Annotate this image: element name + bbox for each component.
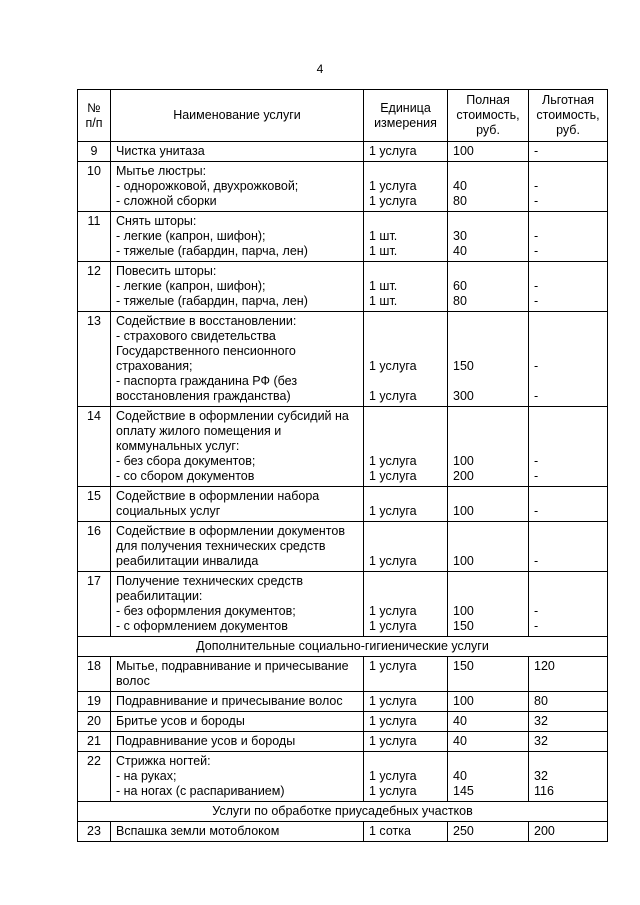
table-row [78,752,608,802]
discount-price-line: - [534,229,539,243]
service-name-line: - на ногах (с распариванием) [116,784,285,798]
service-name [111,162,364,212]
unit-line: 1 услуга [369,659,417,673]
service-name-line: Подравнивание и причесывание волос [116,694,343,708]
full-price-line [453,524,523,539]
table-row [78,822,608,842]
service-name-line: - со сбором документов [116,469,255,483]
service-name-line: Содействие в оформлении набора [116,489,320,503]
unit-line: 1 шт. [369,294,398,308]
discount-price-line [534,424,602,439]
discount-price-line [534,409,602,424]
section-heading: Услуги по обработке приусадебных участков [78,802,608,822]
service-name-line: - без сбора документов; [116,454,256,468]
discount-price-line: 120 [534,659,555,673]
discount-price [529,712,608,732]
row-number: 13 [78,312,111,407]
full-price-line: 80 [453,194,467,208]
table-row [78,657,608,692]
service-name-line: Содействие в оформлении документов [116,524,345,538]
unit [364,487,448,522]
full-price [448,657,529,692]
discount-price-line: - [534,359,539,373]
table-row [78,212,608,262]
unit [364,212,448,262]
discount-price [529,522,608,572]
header-full-price: Полная стоимость, руб. [448,90,529,142]
unit-line [369,589,442,604]
service-name-line: Получение технических средств [116,574,304,588]
discount-price [529,262,608,312]
discount-price-line: - [534,244,539,258]
full-price-line [453,439,523,454]
service-name-line: Содействие в оформлении субсидий на [116,409,349,423]
unit-line: 1 услуга [369,554,417,568]
discount-price-line: - [534,554,539,568]
unit [364,657,448,692]
services-price-table [77,89,608,842]
section-heading: Дополнительные социально-гигиенические услуги [78,637,608,657]
service-name-line: Снять шторы: [116,214,197,228]
full-price-line: 150 [453,659,474,673]
full-price [448,522,529,572]
discount-price-line: - [534,144,539,158]
table-body [78,142,608,842]
table-row [78,407,608,487]
discount-price-line [534,589,602,604]
full-price-line: 100 [453,694,474,708]
unit [364,162,448,212]
full-price-line: 100 [453,604,474,618]
unit-line: 1 шт. [369,279,398,293]
full-price [448,162,529,212]
full-price-line [453,424,523,439]
service-name-line: - тяжелые (габардин, парча, лен) [116,244,308,258]
discount-price [529,212,608,262]
service-name-line: восстановления гражданства) [116,389,291,403]
full-price [448,822,529,842]
table-row [78,487,608,522]
row-number: 11 [78,212,111,262]
unit [364,732,448,752]
discount-price-line [534,164,602,179]
discount-price [529,657,608,692]
discount-price-line [534,754,602,769]
unit-line: 1 услуга [369,784,417,798]
service-name [111,752,364,802]
table-row [78,692,608,712]
discount-price-line: 200 [534,824,555,838]
full-price [448,262,529,312]
table-row [78,572,608,637]
discount-price [529,407,608,487]
row-number: 9 [78,142,111,162]
row-number: 14 [78,407,111,487]
discount-price-line [534,539,602,554]
service-name [111,692,364,712]
service-name [111,732,364,752]
discount-price-line: 32 [534,714,548,728]
row-number: 18 [78,657,111,692]
full-price-line [453,489,523,504]
service-name-line: Содействие в восстановлении: [116,314,297,328]
full-price [448,692,529,712]
discount-price [529,142,608,162]
table-row [78,262,608,312]
unit-line [369,409,442,424]
service-name-line: - сложной сборки [116,194,217,208]
discount-price [529,692,608,712]
unit [364,142,448,162]
unit [364,572,448,637]
service-name-line: для получения технических средств [116,539,326,553]
unit [364,407,448,487]
full-price-line [453,329,523,344]
unit-line: 1 услуга [369,359,417,373]
unit-line: 1 услуга [369,769,417,783]
full-price-line: 40 [453,244,467,258]
table-row [78,142,608,162]
service-name-line: - легкие (капрон, шифон); [116,279,266,293]
discount-price-line [534,264,602,279]
full-price-line: 100 [453,144,474,158]
full-price-line: 145 [453,784,474,798]
full-price-line [453,754,523,769]
unit-line: 1 услуга [369,454,417,468]
service-name-line: Вспашка земли мотоблоком [116,824,280,838]
row-number: 21 [78,732,111,752]
unit-line [369,374,442,389]
discount-price [529,822,608,842]
discount-price-line: - [534,469,539,483]
row-number: 22 [78,752,111,802]
discount-price-line: - [534,504,539,518]
service-name [111,262,364,312]
service-name-line: реабилитации инвалида [116,554,259,568]
unit-line [369,164,442,179]
discount-price-line: - [534,279,539,293]
service-name-line: коммунальных услуг: [116,439,240,453]
row-number: 23 [78,822,111,842]
full-price-line: 150 [453,359,474,373]
unit [364,312,448,407]
unit [364,522,448,572]
service-name-line: - без оформления документов; [116,604,296,618]
service-name-line: Повесить шторы: [116,264,217,278]
unit-line [369,424,442,439]
table-row [78,732,608,752]
service-name-line: оплату жилого помещения и [116,424,282,438]
header-row [78,90,608,142]
unit-line: 1 услуга [369,714,417,728]
service-name [111,487,364,522]
row-number: 17 [78,572,111,637]
service-name [111,572,364,637]
service-name-line: реабилитации: [116,589,203,603]
full-price [448,732,529,752]
service-name [111,522,364,572]
discount-price-line [534,329,602,344]
unit-line [369,214,442,229]
row-number: 10 [78,162,111,212]
full-price-line: 100 [453,454,474,468]
row-number: 16 [78,522,111,572]
service-name-line: Подравнивание усов и бороды [116,734,296,748]
full-price-line: 60 [453,279,467,293]
discount-price-line: - [534,294,539,308]
row-number: 20 [78,712,111,732]
discount-price-line [534,374,602,389]
service-name [111,407,364,487]
discount-price-line [534,344,602,359]
unit-line [369,754,442,769]
full-price-line [453,264,523,279]
full-price [448,752,529,802]
service-name-line: страхования; [116,359,193,373]
table-row [78,712,608,732]
full-price-line [453,539,523,554]
row-number: 12 [78,262,111,312]
full-price [448,407,529,487]
full-price [448,312,529,407]
unit-line: 1 услуга [369,144,417,158]
unit [364,262,448,312]
service-name-line: - паспорта гражданина РФ (без [116,374,298,388]
full-price-line: 30 [453,229,467,243]
full-price-line [453,164,523,179]
full-price-line: 40 [453,714,467,728]
full-price [448,572,529,637]
discount-price [529,752,608,802]
unit-line [369,264,442,279]
service-name-line: Мытье, подравнивание и причесывание [116,659,349,673]
service-name-line: - страхового свидетельства [116,329,276,343]
service-name-line: Государственного пенсионного [116,344,296,358]
unit-line [369,539,442,554]
unit-line: 1 услуга [369,179,417,193]
service-name-line: Чистка унитаза [116,144,205,158]
full-price [448,142,529,162]
unit-line: 1 сотка [369,824,411,838]
service-name-line: - тяжелые (габардин, парча, лен) [116,294,308,308]
service-name-line: - на руках; [116,769,177,783]
unit-line: 1 шт. [369,229,398,243]
service-name-line: - легкие (капрон, шифон); [116,229,266,243]
service-name-line: волос [116,674,150,688]
unit-line: 1 шт. [369,244,398,258]
unit-line: 1 услуга [369,469,417,483]
unit-line: 1 услуга [369,389,417,403]
discount-price [529,312,608,407]
section-row [78,637,608,657]
full-price-line [453,214,523,229]
service-name [111,712,364,732]
full-price-line: 80 [453,294,467,308]
discount-price [529,487,608,522]
discount-price-line: - [534,179,539,193]
full-price-line: 40 [453,769,467,783]
unit [364,712,448,732]
discount-price [529,162,608,212]
discount-price-line: - [534,604,539,618]
full-price-line [453,344,523,359]
unit-line [369,524,442,539]
header-discount-price: Льготная стоимость, руб. [529,90,608,142]
unit [364,692,448,712]
full-price [448,712,529,732]
discount-price-line [534,214,602,229]
unit-line: 1 услуга [369,504,417,518]
discount-price-line: - [534,194,539,208]
header-unit: Единица измерения [364,90,448,142]
full-price-line: 40 [453,179,467,193]
discount-price-line: - [534,454,539,468]
row-number: 15 [78,487,111,522]
discount-price-line [534,574,602,589]
unit-line: 1 услуга [369,694,417,708]
service-name [111,657,364,692]
discount-price-line: 80 [534,694,548,708]
discount-price-line [534,524,602,539]
unit-line [369,489,442,504]
discount-price-line [534,489,602,504]
header-name: Наименование услуги [111,90,364,142]
section-row [78,802,608,822]
discount-price-line [534,314,602,329]
full-price [448,487,529,522]
discount-price-line: 116 [534,784,554,798]
unit-line [369,314,442,329]
full-price [448,212,529,262]
unit-line [369,344,442,359]
service-name-line: Стрижка ногтей: [116,754,211,768]
discount-price-line: - [534,389,539,403]
table-row [78,162,608,212]
discount-price-line: 32 [534,734,548,748]
unit-line: 1 услуга [369,194,417,208]
service-name [111,312,364,407]
discount-price [529,732,608,752]
full-price-line [453,314,523,329]
full-price-line [453,589,523,604]
service-name-line: Бритье усов и бороды [116,714,245,728]
discount-price [529,572,608,637]
table-row [78,312,608,407]
service-name [111,822,364,842]
unit-line: 1 услуга [369,619,417,633]
full-price-line: 250 [453,824,474,838]
service-name-line: Мытье люстры: [116,164,207,178]
unit-line: 1 услуга [369,734,417,748]
table-row [78,522,608,572]
discount-price-line: 32 [534,769,548,783]
unit [364,822,448,842]
unit-line [369,439,442,454]
service-name [111,142,364,162]
row-number: 19 [78,692,111,712]
unit-line [369,329,442,344]
full-price-line: 150 [453,619,474,633]
page-number: 4 [316,62,324,76]
full-price-line [453,409,523,424]
full-price-line [453,374,523,389]
header-num: № п/п [78,90,111,142]
service-name-line: социальных услуг [116,504,221,518]
discount-price-line: - [534,619,539,633]
full-price-line: 200 [453,469,474,483]
discount-price-line [534,439,602,454]
unit [364,752,448,802]
full-price-line: 100 [453,554,474,568]
full-price-line: 100 [453,504,474,518]
unit-line: 1 услуга [369,604,417,618]
full-price-line: 300 [453,389,474,403]
full-price-line: 40 [453,734,467,748]
service-name-line: - однорожковой, двухрожковой; [116,179,299,193]
full-price-line [453,574,523,589]
unit-line [369,574,442,589]
service-name-line: - с оформлением документов [116,619,288,633]
service-name [111,212,364,262]
